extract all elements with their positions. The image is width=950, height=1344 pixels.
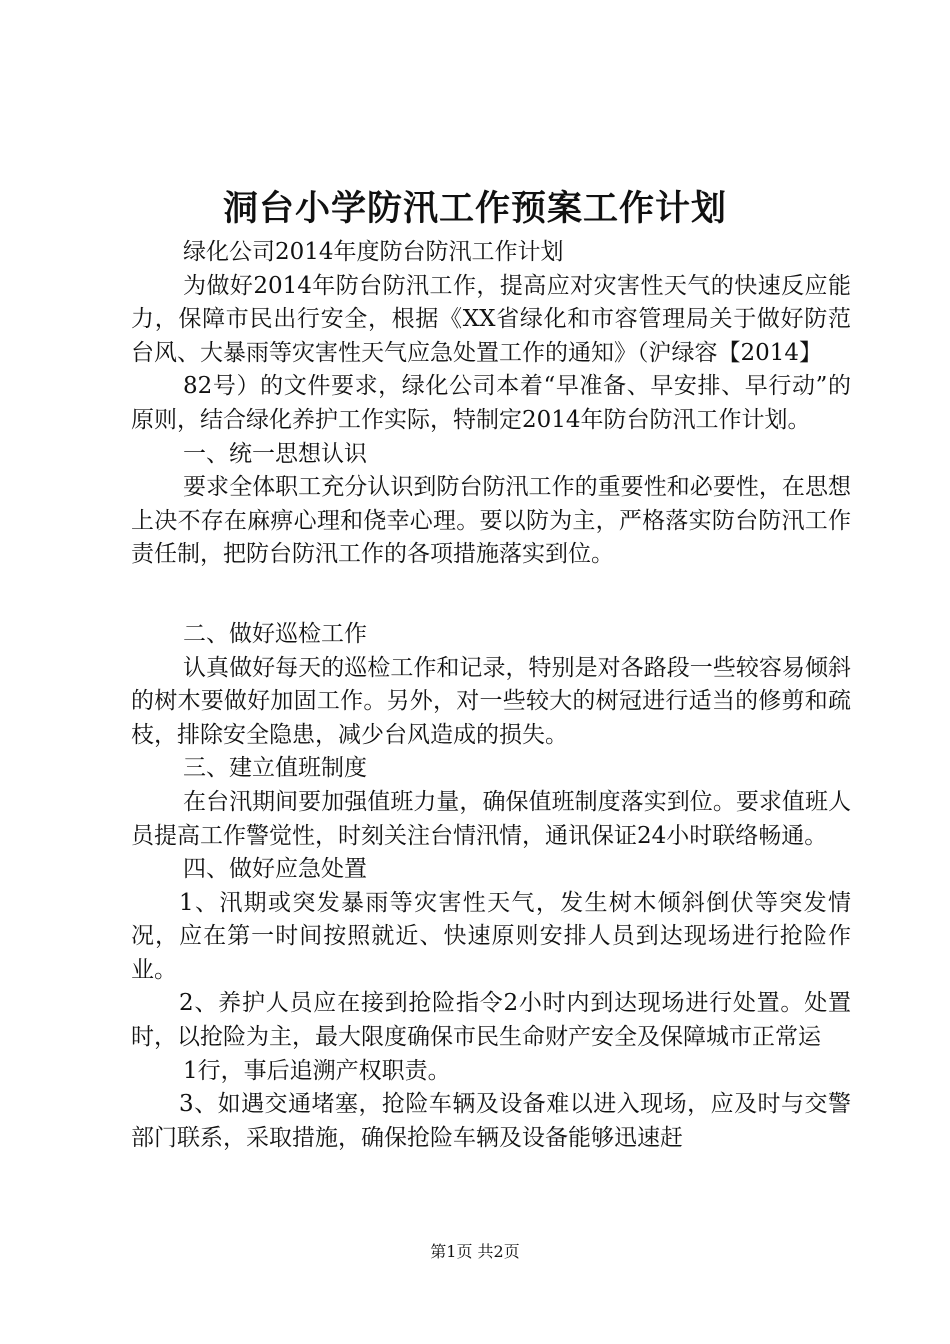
paragraph-section-3: 在台汛期间要加强值班力量，确保值班制度落实到位。要求值班人员提高工作警觉性，时刻关注台情汛情，通讯保证24小时联络畅通。	[131, 788, 851, 849]
paragraph-item-2: 2、养护人员应在接到抢险指令2小时内到达现场进行处置。处置时，以抢险为主，最大限度确保市民生命财产安全及保障城市正常运	[131, 990, 851, 1051]
paragraph-item-2-cont: 1行，事后追溯产权职责。	[183, 1057, 451, 1084]
paragraph-item-3: 3、如遇交通堵塞，抢险车辆及设备难以进入现场，应及时与交警部门联系，采取措施，确保抢险车辆及设备能够迅速赶	[131, 1091, 851, 1151]
heading-section-4: 四、做好应急处置	[183, 856, 367, 883]
document-title: 洞台小学防汛工作预案工作计划	[222, 188, 727, 229]
heading-section-1: 一、统一思想认识	[183, 440, 367, 467]
paragraph-subtitle: 绿化公司2014年度防台防汛工作计划	[183, 239, 564, 265]
document-body	[131, 236, 851, 1155]
heading-section-3: 三、建立值班制度	[183, 755, 367, 782]
page-footer: 第1页 共2页	[430, 1242, 520, 1261]
blank-line	[131, 572, 851, 618]
paragraph-intro-cont: 82号）的文件要求，绿化公司本着“早准备、早安排、早行动”的原则，结合绿化养护工作实际，特制定2014年防台防汛工作计划。	[131, 373, 851, 433]
paragraph-item-1: 1、汛期或突发暴雨等灾害性天气，发生树木倾斜倒伏等突发情况，应在第一时间按照就近、快速原则安排人员到达现场进行抢险作业。	[131, 889, 851, 983]
heading-section-2: 二、做好巡检工作	[183, 620, 367, 647]
paragraph-intro: 为做好2014年防台防汛工作，提高应对灾害性天气的快速反应能力，保障市民出行安全，根据《XX省绿化和市容管理局关于做好防范台风、大暴雨等灾害性天气应急处置工作的通知》（沪绿容【2014】	[131, 272, 851, 366]
paragraph-section-2: 认真做好每天的巡检工作和记录，特别是对各路段一些较容易倾斜的树木要做好加固工作。另外，对一些较大的树冠进行适当的修剪和疏枝，排除安全隐患，减少台风造成的损失。	[131, 654, 851, 748]
paragraph-section-1: 要求全体职工充分认识到防台防汛工作的重要性和必要性，在思想上决不存在麻痹心理和侥幸心理。要以防为主，严格落实防台防汛工作责任制，把防台防汛工作的各项措施落实到位。	[131, 474, 851, 568]
